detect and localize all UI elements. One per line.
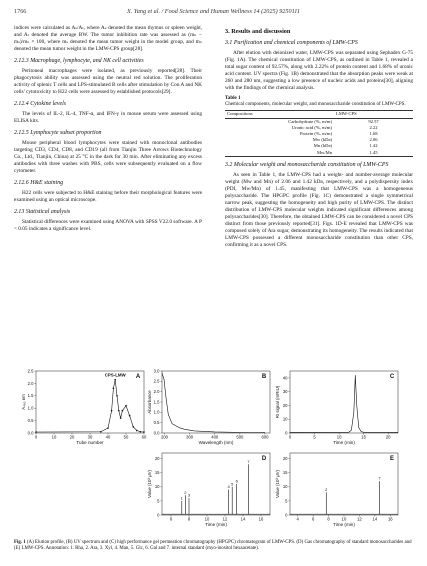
x-tick-label: 12 [357,516,362,522]
y-tick-label: 1.5 [27,393,34,399]
paragraph: Statistical differences were examined using ANOVA with SPSS V22.0 software. A P < 0.05 indicates a significance level. [14,219,202,232]
peak-label: 3 [187,492,191,498]
y-tick-label: 1.0 [153,409,160,415]
page-number: 1766 [14,8,27,15]
y-tick-label: 0.5 [27,418,34,423]
table-cell: Carbohydrate (%, m/m) [288,118,333,124]
y-tick-label: 5 [157,498,160,504]
x-tick-label: 10 [51,434,57,440]
y-tick-label: 20 [282,456,288,462]
y-tick-label: 2.0 [153,389,160,395]
figure-caption [14,540,413,552]
data-point [136,430,138,432]
paragraph: H22 cells were subjected to H&E staining before their morphological features were examined using an optical microscope. [14,190,202,203]
x-tick-label: 8 [327,516,330,522]
y-tick-label: 20 [282,402,288,408]
plot-frame [162,371,270,433]
elution-curve [36,380,144,432]
page-header [14,8,413,20]
y-tick-label: 0 [285,430,288,436]
table-title: Table 1 [225,96,241,101]
y-tick-label: 2.0 [27,380,34,386]
peak-label: 5 [231,481,234,487]
table-cell: 1.42 [369,143,378,149]
x-tick-label: 16 [258,516,264,522]
x-tick-label: 60 [141,434,147,440]
x-axis-label: Time (min) [333,440,355,445]
plot-frame [290,453,398,515]
subsection-heading: 3.1 Purification and chemical components of LMW-CPS [225,40,358,46]
hpgpc-line [290,375,398,432]
y-tick-label: 0.0 [27,430,34,436]
paragraph: As seen in Table 1, the LMW-CPS had a weight- and number-average molecular weight (Mw and Mn) of 2.06 and 1.42 kDa, respectively, and a polydispersity index (PDI, Mw/Mn) of 1.45, manifesting that LMW-CPS was a homogeneous polysaccharide. The HPGPC profile (Fig. 1C) demonstrated a single symmetrical narrow peak, suggesting the homogeneity and high purity of LMW-CPS. The distinct distribution of LMW-CPS molecular weights indicated significant differences among polysaccharides[30]. Therefore, the obtained LMW-CPS can be considered a novel CPS distinct from those previously reported[31]. Figs. 1D-E revealed that LMW-CPS was composed solely of Ara sugar, demonstrating its homogeneity. The results indicated that LMW-CPS possessed a different monosaccharide constitution than other CPS, confirming it as a novel CPS. [225,171,413,248]
y-axis-label: A₄₉₀ nm [21,394,26,410]
uv-spectrum-line [162,373,265,433]
x-tick-label: 200 [161,434,169,440]
data-point [132,426,134,428]
x-tick-label: 16 [387,516,393,522]
y-tick-label: 2.5 [27,368,34,374]
data-point [100,431,102,433]
x-tick-label: 6 [311,516,315,522]
x-tick-label: 20 [385,434,391,440]
x-tick-label: 0 [288,434,292,440]
y-tick-label: 1.5 [153,399,160,405]
panel-label: E [389,456,395,462]
y-axis-label: Absorbance [147,390,152,414]
y-tick-label: 0.0 [153,430,160,436]
data-point [143,431,145,433]
plot-frame [36,371,144,433]
x-tick-label: 0 [34,434,38,440]
data-point [129,415,131,417]
table-cell: 1.45 [334,150,413,157]
subsection-heading: 2.12.5 Lymphocyte subset proportion [14,130,102,136]
paragraph: Peritoneal macrophages were isolated, as previously reported[28]. Their phagocytosis ability was assessed using the neutral red solution. The proliferation activity of splenic T cells and LPS-stimulated B cells after stimulation by Con A and NK cells' cytotoxicity to H22 cells were assessed by established protocols[29]. [14,68,202,95]
y-tick-label: 0 [157,512,160,518]
subsection-heading: 2.13 Statistical analysis [14,209,71,215]
y-tick-label: 10 [282,484,288,490]
y-axis-label: Value (10³ μV) [147,469,152,499]
figure-caption-label: Fig. 1 [14,540,26,545]
y-tick-label: 3.0 [153,368,160,374]
table-cell: Mn (kDa) [313,143,333,149]
journal-reference: X. Yang et al. / Food Science and Human Wellness 14 (2025) 9250111 [127,8,300,15]
x-tick-label: 8 [187,516,191,522]
peak-label: 7 [247,458,250,464]
x-tick-label: 300 [186,434,194,440]
composition-table [225,110,413,156]
peak-label: 4 [227,484,230,490]
x-tick-label: 30 [87,434,93,440]
data-point [118,410,120,412]
x-axis-label: Wavelength (nm) [198,440,234,445]
x-tick-label: 14 [372,516,378,522]
y-tick-label: 10 [282,416,288,422]
x-tick-label: 14 [240,516,246,522]
x-tick-label: 12 [222,516,228,522]
x-tick-label: 20 [69,434,75,440]
subsection-heading: 2.12.4 Cytokine levels [14,101,67,107]
x-tick-label: 15 [361,434,366,440]
y-tick-label: 5 [285,498,288,504]
peak-label: 1 [180,495,183,501]
table-cell: Uronic acid (%, m/m) [291,124,333,130]
plot-frame [290,371,398,433]
y-tick-label: 0 [285,512,288,518]
panel-label: A [135,374,141,380]
peak-label: 7 [378,475,381,481]
x-tick-label: 10 [204,516,210,522]
peak-annotation: CPS-LMW [104,372,126,378]
y-tick-label: 15 [282,470,288,476]
table-cell: 2.22 [369,124,378,130]
y-tick-label: 15 [154,470,160,476]
x-tick-label: 50 [123,434,129,440]
y-tick-label: 10 [154,484,160,490]
x-axis-label: Time (min) [205,522,227,527]
x-tick-label: 10 [341,516,347,522]
data-point [107,427,109,429]
data-point [120,417,122,419]
y-tick-label: 30 [282,389,288,395]
data-point [116,395,118,397]
paragraph: The levels of IL-2, IL-4, TNF-α, and IFN-γ in mouse serum were assessed using ELISA kits. [14,111,202,124]
table-cell: 92.57 [368,118,379,124]
x-tick-label: 500 [236,434,244,440]
table-cell: 2.06 [369,137,378,143]
peak-label: 6 [235,478,238,484]
data-point [125,405,127,407]
panel-label: C [389,374,395,380]
table-header: LMW-CPS [334,111,413,118]
data-point [35,431,37,433]
figure-caption-text: (A) Elution profile, (B) UV spectrum and (C) high performance gel permeation chromatography (HPGPC) chromatogram of LMW-CPS. (D) Gas chromatography of standard monosaccharides and (E) LMW-CPS. Annotation: 1. Rha, 2. Ara, 3. Xyl, 4. Man, 5. Glc, 6. Gal and 7. internal standard (myo-inositol hexaacetate). [14,540,412,551]
x-tick-label: 600 [261,434,269,440]
x-tick-label: 10 [336,434,342,440]
table-cell: 1.68 [369,131,378,137]
x-axis-label: Time (min) [333,522,355,527]
x-tick-label: 40 [105,434,111,440]
data-point [114,379,116,381]
y-axis-label: Value (10³ μV) [275,469,280,499]
y-tick-label: 1.0 [27,405,34,411]
data-point [113,388,115,390]
peak-label: 2 [184,489,187,495]
subsection-heading: 2.12.3 Macrophage, lymphocyte, and NK cell activities [14,58,144,64]
section-heading: 3. Results and discussion [225,28,291,35]
table-row [225,150,413,157]
figure-1 [14,367,413,537]
y-tick-label: 20 [154,456,160,462]
data-point [140,431,142,433]
y-tick-label: 2.5 [153,378,160,384]
x-tick-label: 400 [211,434,219,440]
table-cell: Mw/Mn [225,150,334,157]
x-tick-label: 5 [313,434,316,440]
paragraph: indices were calculated as Aₛ/Aₗ, where Aₛ denoted the mean thymus or spleen weight, and Aₗ denoted the average BW. The tumor inhibition rate was assessed as (mₙ − mₛ)/mₙ × 100, where mₛ denoted the mean tumor weight in the model group, and mₙ denoted the mean tumor weight in the LMW-CPS group[28]. [14,25,202,52]
data-point [122,410,124,412]
subsection-heading: 2.12.6 H&E staining [14,180,64,186]
table-cell: Mw (kDa) [312,137,333,143]
y-axis-label: RI signal (mRIU) [275,385,280,419]
x-axis-label: Tube number [76,440,104,445]
paragraph: Mouse peripheral blood lymphocytes were stained with monoclonal antibodies targeting CD3, CD4, CD8, and CD19 (all from Tianjin Three Arrows Biotechnology Co., Ltd., Tianjin, China) at 25 °C in the dark for 30 min. After eliminating any excess antibodies with three washes with PBS, cells were subsequently evaluated on a flow cytometer. [14,140,202,174]
panel-label: B [261,374,267,380]
y-tick-label: 0.5 [153,420,160,426]
table-caption [225,96,413,108]
x-tick-label: 6 [169,516,173,522]
x-tick-label: 4 [296,516,299,522]
paragraph: After elution with deionized water, LMW-CPS was separated using Sephadex G-75 (Fig. 1A). The chemical constitution of LMW-CPS, as outlined in Table 1, revealed a total sugar content of 92.57%, along with 2.22% of protein content and 1.68% of uronic acid content. UV spectra (Fig. 1B) demonstrated that the absorption peaks were weak at 260 and 280 nm, suggesting a low presence of nucleic acids and proteins[30], aligning with the findings of the chemical analysis. [225,50,413,91]
table-header: Compositions [225,111,334,118]
panel-label: D [261,456,267,462]
figure-panels [14,367,413,537]
y-tick-label: 40 [282,375,288,381]
plot-frame [162,453,270,515]
subsection-heading: 3.2 Molecular weight and monosaccharide constitution of LMW-CPS [225,161,389,168]
data-point [111,410,113,412]
table-row [225,118,413,125]
table-caption-text: Chemical components, molecular weight, and monosaccharide constitution of LMW-CPS. [225,102,406,108]
table-cell: Protein (%, m/m) [300,131,333,137]
peak-label: 2 [325,486,328,492]
right-column [225,25,413,251]
left-column [14,25,202,235]
